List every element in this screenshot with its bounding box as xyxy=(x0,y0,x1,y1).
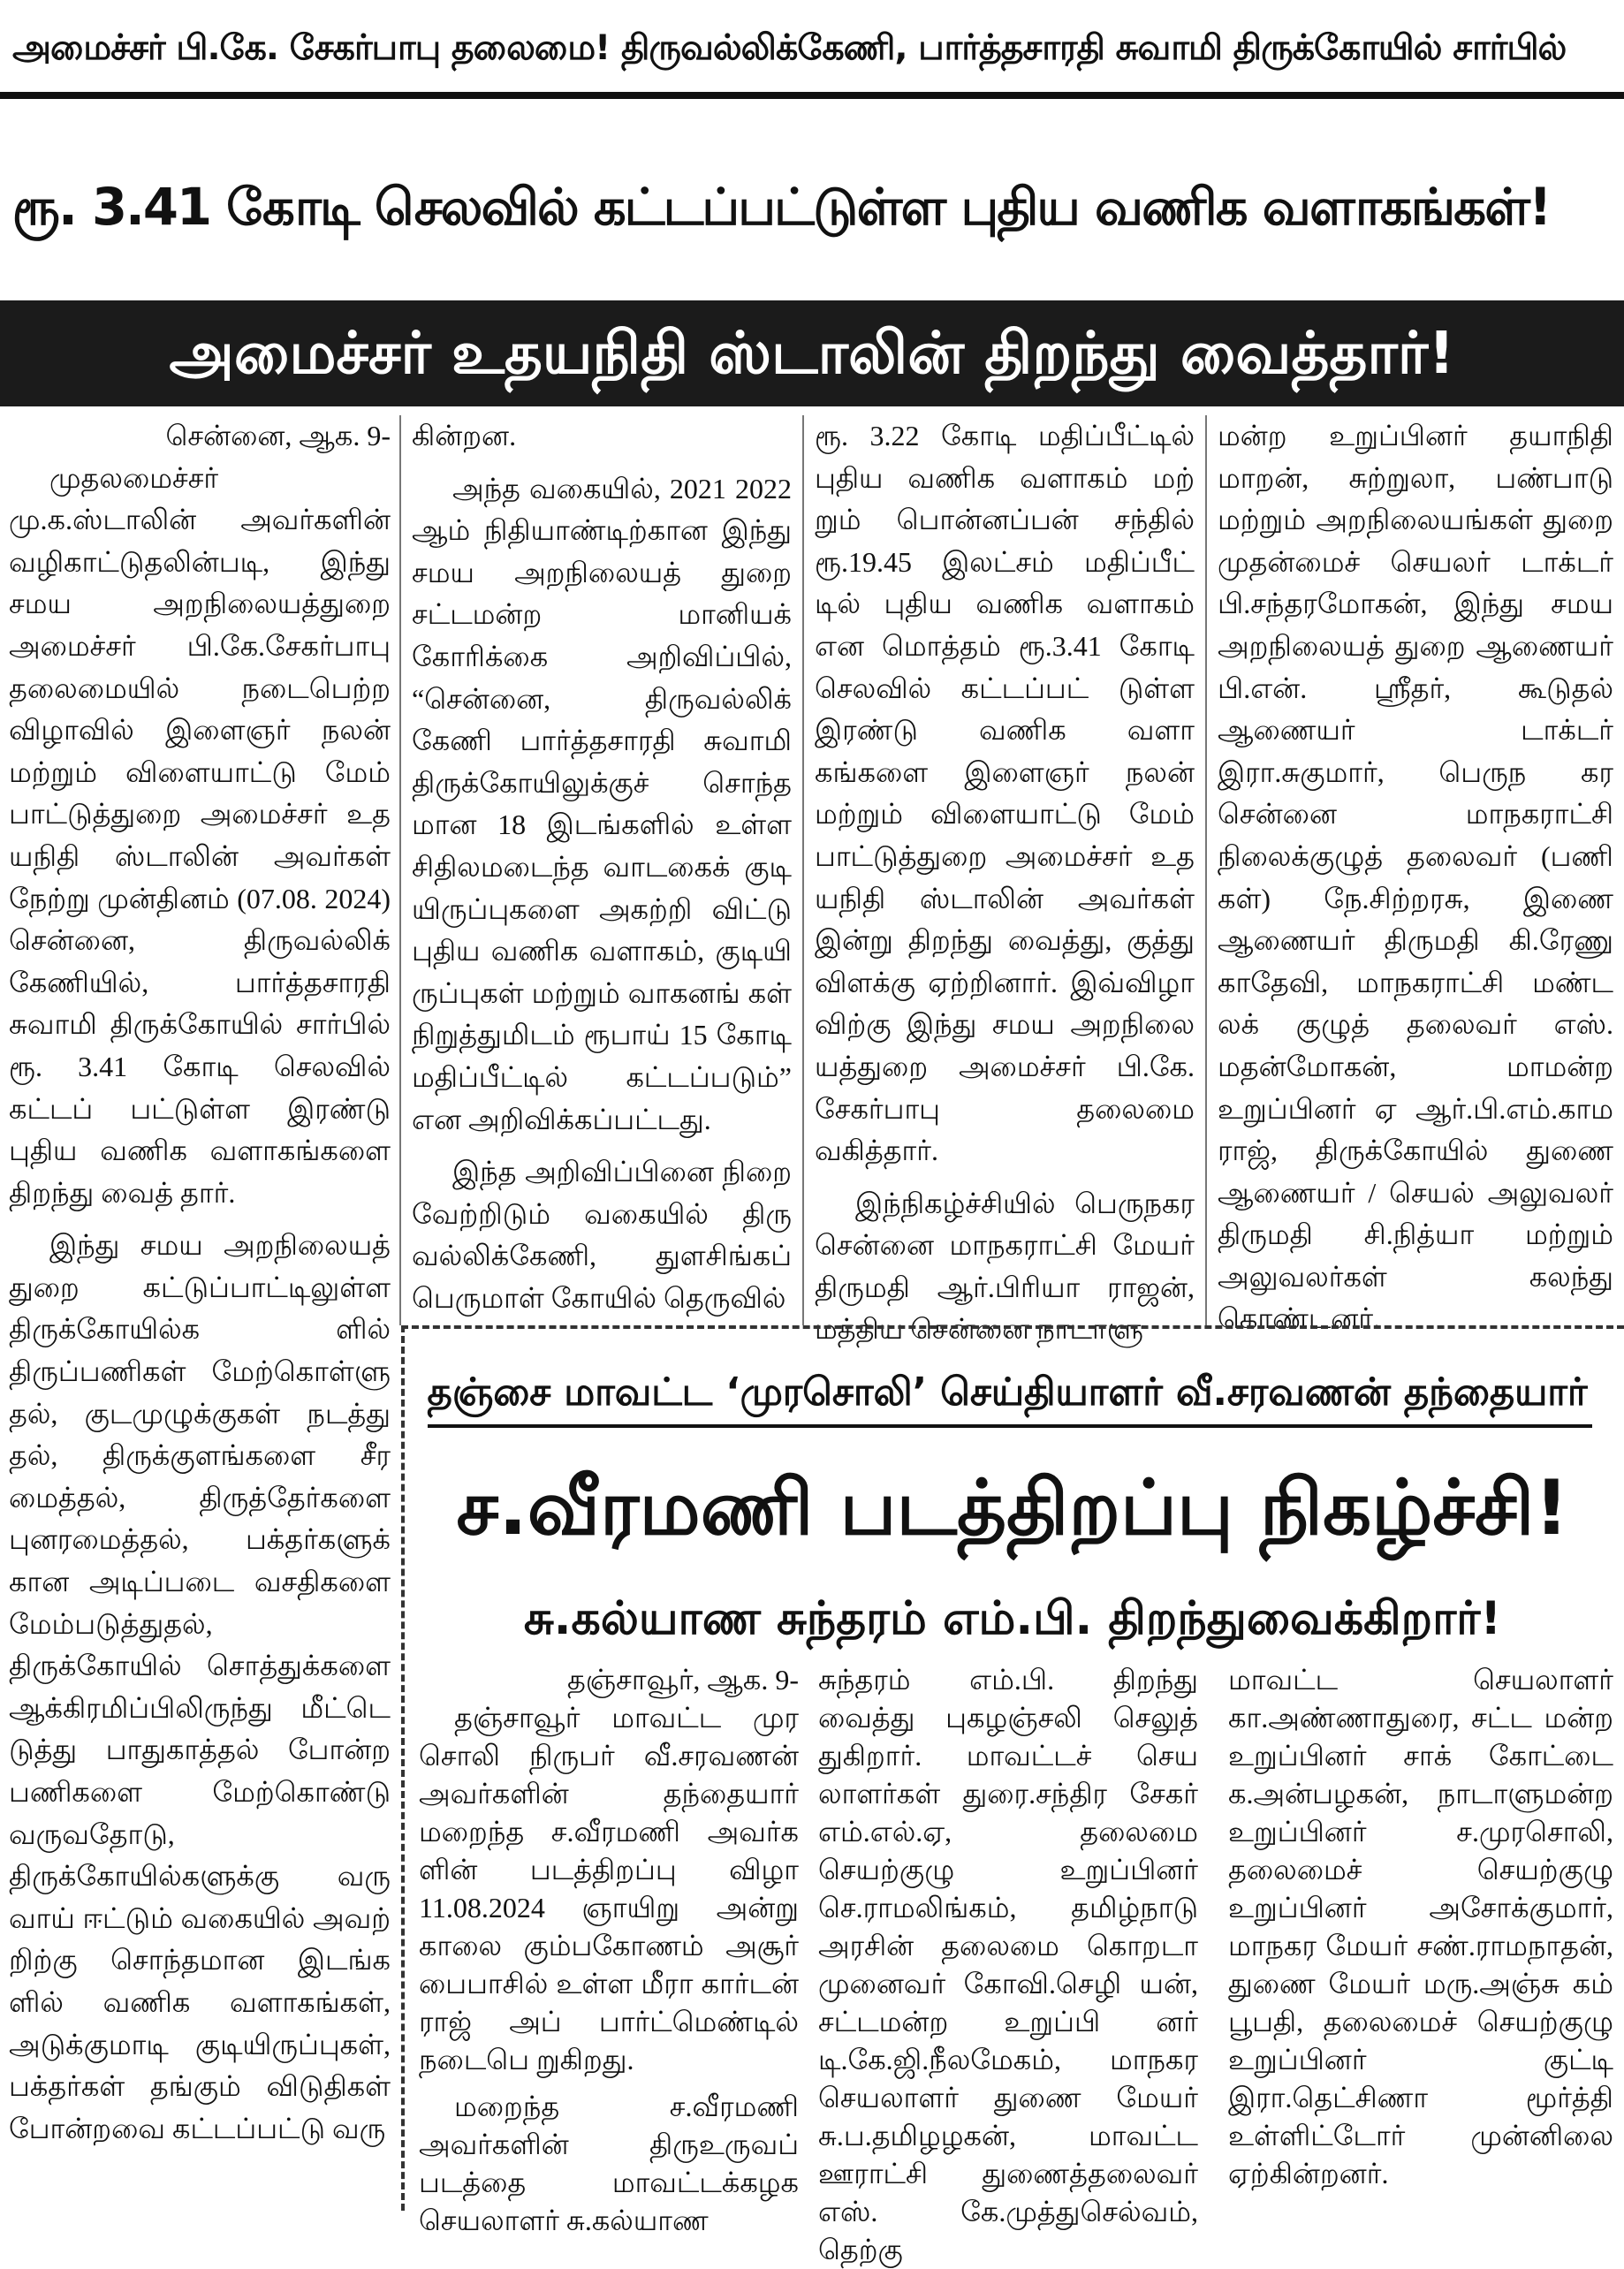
story1-column-1 xyxy=(9,415,391,2211)
story2-column-2 xyxy=(818,1661,1198,2265)
story2-deck: சு.கல்யாண சுந்தரம் எம்.பி. திறந்துவைக்கிறார்! xyxy=(523,1592,1502,1645)
story-kicker: அமைச்சர் பி.கே. சேகர்பாபு தலைமை! திருவல்லிக்கேணி, பார்த்தசாரதி சுவாமி திருக்கோயில் சார்பில் xyxy=(12,27,1567,68)
story1-column-4 xyxy=(1218,415,1613,1335)
story-headline: ரூ. 3.41 கோடி செலவில் கட்டப்பட்டுள்ள புதிய வணிக வளாகங்கள்! xyxy=(12,178,1551,237)
story1-paragraph: ரூ. 3.22 கோடி மதிப்பீட்டில் புதிய வணிக வளாகம் மற் றும் பொன்னப்பன் சந்தில் ரூ.19.45 இலட்சம் மதிப்பீட் டில் புதிய வணிக வளாகம் என மொத்தம் ரூ.3.41 கோடி செலவில் கட்டப்பட் டுள்ள இரண்டு வணிக வளா கங்களை இளைஞர் நலன் மற்றும் விளையாட்டு மேம் பாட்டுத்துறை அமைச்சர் உத யநிதி ஸ்டாலின் அவர்கள் இன்று திறந்து வைத்து, குத்து விளக்கு ஏற்றினார். இவ்விழா விற்கு இந்து சமய அறநிலை யத்துறை அமைச்சர் பி.கே. சேகர்பாபு தலைமை வகித்தார். xyxy=(815,420,1195,1167)
story2-paragraph: மறைந்த ச.வீரமணி அவர்களின் திருஉருவப் படத்தை மாவட்டக்கழக செயலாளர் சு.கல்யாண xyxy=(419,2091,799,2236)
kicker-rule xyxy=(0,92,1624,99)
story1-paragraph: அந்த வகையில், 2021 2022 ஆம் நிதியாண்டிற்கான இந்து சமய அறநிலையத் துறை சட்டமன்ற மானியக் கோரிக்கை அறிவிப்பில், “சென்னை, திருவல்லிக் கேணி பார்த்தசாரதி சுவாமி திருக்கோயிலுக்குச் சொந்த மான 18 இடங்களில் உள்ள சிதிலமடைந்த வாடகைக் குடி யிருப்புகளை அகற்றி விட்டு புதிய வணிக வளாகம், குடியி ருப்புகள் மற்றும் வாகனங் கள் நிறுத்துமிடம் ரூபாய் 15 கோடி மதிப்பீட்டில் கட்டப்படும்” என அறிவிக்கப்பட்டது. xyxy=(412,472,792,1135)
story2-kicker-underline xyxy=(428,1424,1592,1428)
story1-column-3 xyxy=(815,415,1195,1346)
subhead-banner-text: அமைச்சர் உதயநிதி ஸ்டாலின் திறந்து வைத்தார்! xyxy=(169,319,1455,387)
story2-kicker: தஞ்சை மாவட்ட ‘முரசொலி’ செய்தியாளர் வீ.சரவணன் தந்தையார் xyxy=(427,1370,1588,1415)
subhead-banner xyxy=(0,300,1624,406)
story1-paragraph: இந்நிகழ்ச்சியில் பெருநகர சென்னை மாநகராட்சி மேயர் திருமதி ஆர்.பிரியா ராஜன், மத்திய சென்னை நாடாளு xyxy=(815,1187,1195,1346)
story2-paragraph: சுந்தரம் எம்.பி. திறந்து வைத்து புகழஞ்சலி செலுத் துகிறார். மாவட்டச் செய லாளர்கள் துரை.சந்திர சேகர் எம்.எல்.ஏ, தலைமை செயற்குழு உறுப்பினர் செ.ராமலிங்கம், தமிழ்நாடு அரசின் தலைமை கொறடா முனைவர் கோவி.செழி யன், சட்டமன்ற உறுப்பி னர் டி.கே.ஜி.நீலமேகம், மாநகர செயலாளர் துணை மேயர் சு.ப.தமிழழகன், மாவட்ட ஊராட்சி துணைத்தலைவர் எஸ். கே.முத்துசெல்வம், தெற்கு xyxy=(818,1664,1198,2265)
column-divider xyxy=(802,415,804,1325)
column-divider xyxy=(399,415,401,1325)
story2-headline: ச.வீரமணி படத்திறப்பு நிகழ்ச்சி! xyxy=(456,1464,1569,1552)
story2-dateline: தஞ்சாவூர், ஆக. 9- xyxy=(566,1664,799,1696)
story1-paragraph: இந்து சமய அறநிலையத் துறை கட்டுப்பாட்டிலுள்ள திருக்கோயில்க ளில் திருப்பணிகள் மேற்கொள்ளு தல், குடமுழுக்குகள் நடத்து தல், திருக்குளங்களை சீர மைத்தல், திருத்தேர்களை புனரமைத்தல், பக்தர்களுக் கான அடிப்படை வசதிகளை மேம்படுத்துதல், திருக்கோயில் சொத்துக்களை ஆக்கிரமிப்பிலிருந்து மீட்டெ டுத்து பாதுகாத்தல் போன்ற பணிகளை மேற்கொண்டு வருவதோடு, திருக்கோயில்களுக்கு வரு வாய் ஈட்டும் வகையில் அவற் றிற்கு சொந்தமான இடங்க ளில் வணிக வளாகங்கள், அடுக்குமாடி குடியிருப்புகள், பக்தர்கள் தங்கும் விடுதிகள் போன்றவை கட்டப்பட்டு வரு xyxy=(9,1229,391,2144)
story2-paragraph: தஞ்சாவூர் மாவட்ட முர சொலி நிருபர் வீ.சரவணன் அவர்களின் தந்தையார் மறைந்த ச.வீரமணி அவர்க ளின் படத்திறப்பு விழா 11.08.2024 ஞாயிறு அன்று காலை கும்பகோணம் அசூர் பைபாசில் உள்ள மீரா கார்டன் ராஜ் அப் பார்ட்மெண்டில் நடைபெ றுகிறது. xyxy=(419,1702,799,2075)
story2-column-1 xyxy=(419,1661,799,2236)
column-divider xyxy=(1205,415,1207,1325)
story2-column-3 xyxy=(1228,1661,1613,2211)
story2-paragraph: மாவட்ட செயலாளர் கா.அண்ணாதுரை, சட்ட மன்ற உறுப்பினர் சாக் கோட்டை க.அன்பழகன், நாடாளுமன்ற உறுப்பினர் ச.முரசொலி, தலைமைச் செயற்குழு உறுப்பினர் அசோக்குமார், மாநகர மேயர் சண்.ராமநாதன், துணை மேயர் மரு.அஞ்சு கம் பூபதி, தலைமைச் செயற்குழு உறுப்பினர் குட்டி இரா.தெட்சிணா மூர்த்தி உள்ளிட்டோர் முன்னிலை ஏற்கின்றனர். xyxy=(1228,1664,1613,2189)
story1-paragraph: கின்றன. xyxy=(412,420,517,452)
story1-paragraph: இந்த அறிவிப்பினை நிறை வேற்றிடும் வகையில் திரு வல்லிக்கேணி, துளசிங்கப் பெருமாள் கோயில் தெருவில் xyxy=(412,1156,792,1314)
story1-paragraph: முதலமைச்சர் மு.க.ஸ்டாலின் அவர்களின் வழிகாட்டுதலின்படி, இந்து சமய அறநிலையத்துறை அமைச்சர் பி.கே.சேகர்பாபு தலைமையில் நடைபெற்ற விழாவில் இளைஞர் நலன் மற்றும் விளையாட்டு மேம் பாட்டுத்துறை அமைச்சர் உத யநிதி ஸ்டாலின் அவர்கள் நேற்று முன்தினம் (07.08. 2024) சென்னை, திருவல்லிக் கேணியில், பார்த்தசாரதி சுவாமி திருக்கோயில் சார்பில் ரூ. 3.41 கோடி செலவில் கட்டப் பட்டுள்ள இரண்டு புதிய வணிக வளாகங்களை திறந்து வைத் தார். xyxy=(9,461,391,1209)
story1-column-2 xyxy=(412,415,792,1325)
story1-dateline: சென்னை, ஆக. 9- xyxy=(165,420,391,452)
story1-paragraph: மன்ற உறுப்பினர் தயாநிதி மாறன், சுற்றுலா, பண்பாடு மற்றும் அறநிலையங்கள் துறை முதன்மைச் செயலர் டாக்டர் பி.சந்தரமோகன், இந்து சமய அறநிலையத் துறை ஆணையர் பி.என். ஸ்ரீதர், கூடுதல் ஆணையர் டாக்டர் இரா.சுகுமார், பெருந கர சென்னை மாநகராட்சி நிலைக்குழுத் தலைவர் (பணி கள்) நே.சிற்றரசு, இணை ஆணையர் திருமதி கி.ரேணு காதேவி, மாநகராட்சி மண்ட லக் குழுத் தலைவர் எஸ். மதன்மோகன், மாமன்ற உறுப்பினர் ஏ ஆர்.பி.எம்.காம ராஜ், திருக்கோயில் துணை ஆணையர் / செயல் அலுவலர் திருமதி சி.நித்யா மற்றும் அலுவலர்கள் கலந்து கொண்டனர். xyxy=(1218,420,1613,1335)
